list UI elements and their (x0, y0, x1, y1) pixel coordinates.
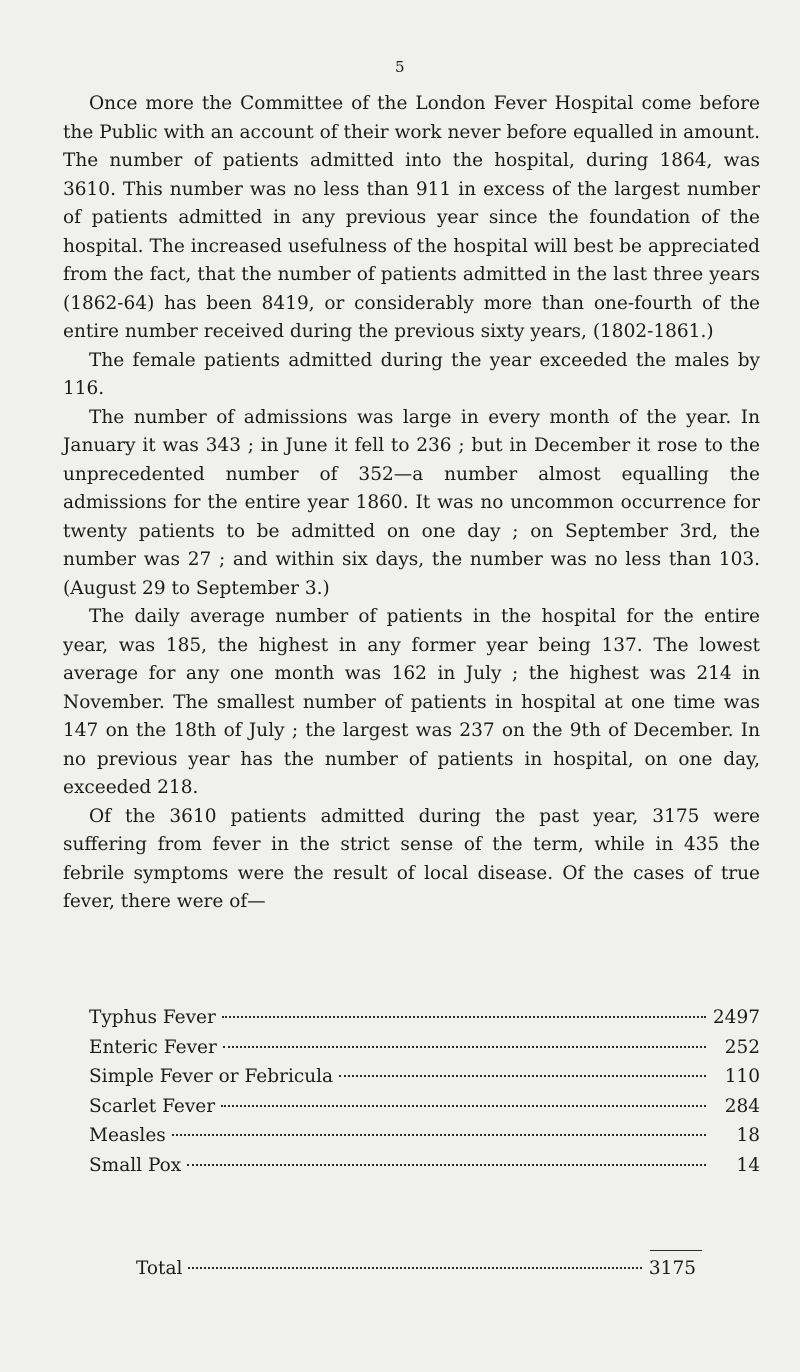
total-value: 3175 (648, 1258, 696, 1279)
total-rule (650, 1250, 702, 1251)
row-value: 252 (724, 1036, 760, 1058)
row-value: 18 (736, 1125, 760, 1146)
paragraph-daily-average: The daily average number of patients in the hospital for the entire year, was 185, the highest in any former year being 137. The lowest average for any one month was 162 in July ; the highest was 214 in November. The smallest number of patients in hospital at one time was 147 on the 18th of July ; the largest was 237 on the 9th of December. In no previous year has the number of patients in hospital, on one day, exceeded 218. (63, 606, 760, 798)
dot-leader (223, 1046, 706, 1048)
row-label: Measles (89, 1125, 166, 1146)
row-value: 2497 (712, 1007, 760, 1028)
dot-leader (172, 1134, 706, 1136)
fever-cases-table (63, 1003, 760, 1180)
dot-leader (222, 1016, 706, 1018)
paragraph-fever-cases: Of the 3610 patients admitted during the past year, 3175 were suffering from fever in the strict sense of the term, while in 435 the febrile symptoms were the result of local disease. Of the cases of true fever, there were of— (63, 805, 760, 912)
table-total-row (136, 1254, 696, 1284)
row-label: Simple Fever or Febricula (89, 1066, 334, 1087)
dot-leader (221, 1105, 706, 1107)
paragraph-admissions-by-month: The number of admissions was large in every month of the year. In January it was 343 ; in June it fell to 236 ; but in December it rose to the unprecedented number of 352—a number almost equalling the admissions for the entire year 1860. It was no uncommon occurrence for twenty patients to be admitted on one day ; on September 3rd, the number was 27 ; and within six days, the number was no less than 103. (August 29 to September 3.) (63, 406, 760, 599)
row-value: 110 (724, 1066, 760, 1087)
row-label: Enteric Fever (89, 1036, 217, 1058)
table-row (89, 1003, 760, 1033)
table-row (89, 1151, 760, 1181)
row-label: Typhus Fever (89, 1007, 216, 1028)
paragraph-intro: Once more the Committee of the London Fever Hospital come before the Public with an account of their work never before equalled in amount. The number of patients admitted into the hospital, during 1864, was 3610. This number was no less than 911 in excess of the largest number of patients admitted in any previous year since the foundation of the hospital. The increased usefulness of the hospital will best be appreciated from the fact, that the number of patients admitted in the last three years (1862-64) has been 8419, or considerably more than one-fourth of the entire number received during the previous sixty years, (1802-1861.) (63, 93, 760, 342)
dot-leader (188, 1267, 642, 1269)
table-row (89, 1033, 760, 1063)
row-label: Small Pox (89, 1154, 182, 1176)
page-number: 5 (394, 58, 406, 76)
report-body (63, 90, 760, 917)
row-value: 284 (724, 1095, 760, 1117)
row-label: Scarlet Fever (89, 1095, 216, 1117)
dot-leader (339, 1075, 706, 1077)
dot-leader (187, 1164, 706, 1166)
total-label: Total (136, 1258, 183, 1279)
table-row (89, 1062, 760, 1092)
row-value: 14 (736, 1154, 760, 1176)
paragraph-female-patients: The female patients admitted during the year exceeded the males by 116. (63, 349, 760, 399)
table-row (89, 1121, 760, 1151)
table-row (89, 1092, 760, 1122)
